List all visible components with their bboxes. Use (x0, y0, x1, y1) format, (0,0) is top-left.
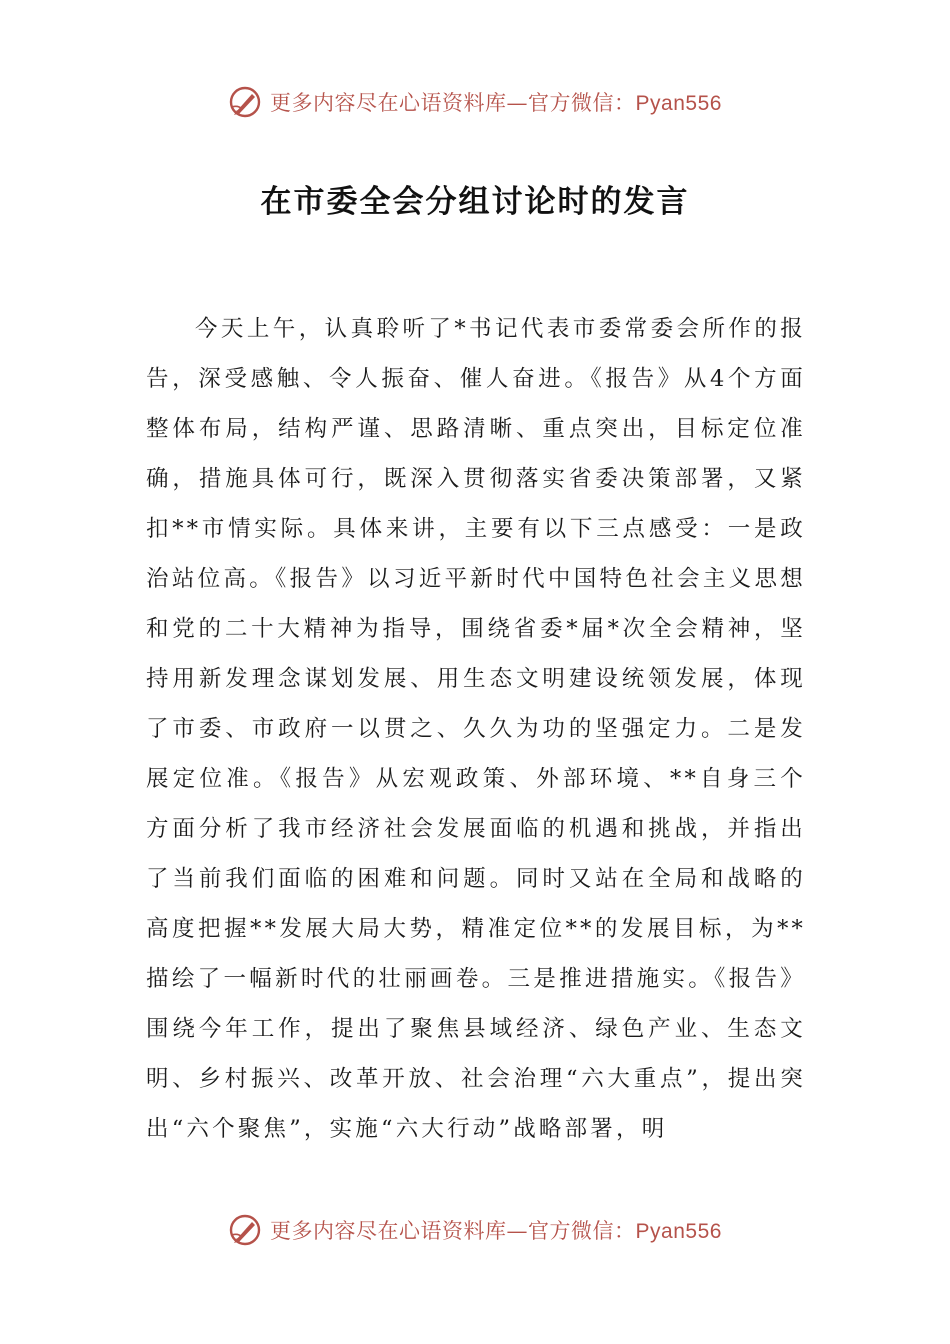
watermark-text: 更多内容尽在心语资料库—官方微信：Pyan556 (270, 91, 722, 115)
body-paragraph: 今天上午，认真聆听了*书记代表市委常委会所作的报告，深受感触、令人振奋、催人奋进。《报告》从4个方面整体布局，结构严谨、思路清晰、重点突出，目标定位准确，措施具体可行，既深入贯彻落实省委决策部署，又紧扣**市情实际。具体来讲，主要有以下三点感受：一是政治站位高。《报告》以习近平新时代中国特色社会主义思想和党的二十大精神为指导，围绕省委*届*次全会精神，坚持用新发理念谋划发展、用生态文明建设统领发展，体现了市委、市政府一以贯之、久久为功的坚强定力。二是发展定位准。《报告》从宏观政策、外部环境、**自身三个方面分析了我市经济社会发展面临的机遇和挑战，并指出了当前我们面临的困难和问题。同时又站在全局和战略的高度把握**发展大局大势，精准定位**的发展目标，为**描绘了一幅新时代的壮丽画卷。三是推进措施实。《报告》围绕今年工作，提出了聚焦县域经济、绿色产业、生态文明、乡村振兴、改革开放、社会治理“六大重点”，提出突出“六个聚焦”，实施“六大行动”战略部署，明 (146, 316, 806, 1142)
watermark-text: 更多内容尽在心语资料库—官方微信：Pyan556 (270, 1219, 722, 1243)
header-watermark (0, 82, 950, 122)
document-title: 在市委全会分组讨论时的发言 (260, 184, 690, 220)
footer-watermark (0, 1210, 950, 1250)
watermark-handle: Pyan556 (635, 92, 722, 115)
pen-logo-icon (228, 85, 262, 119)
pen-logo-icon (228, 1213, 262, 1247)
watermark-handle: Pyan556 (635, 1220, 722, 1243)
